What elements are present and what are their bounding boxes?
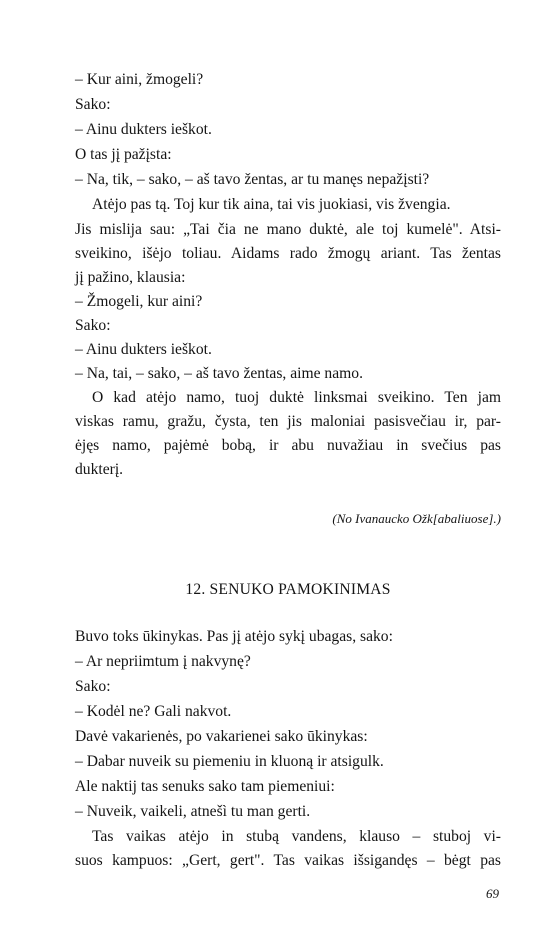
text-line: – Žmogeli, kur aini? [75, 293, 203, 310]
text-line: – Ainu dukters ieškot. [75, 341, 212, 358]
text-line: – Kur aini, žmogeli? [75, 71, 204, 88]
text-line: Sako: [75, 678, 111, 695]
text-line: sveikino, išėjo toliau. Aidams rado žmogų ariant. Tas žentas [75, 245, 501, 262]
text-line: – Nuveik, vaikeli, atnešì tu man gerti. [75, 803, 311, 820]
text-line: Jis mislija sau: „Tai čia ne mano duktė, ale toj kumelė". Atsi- [75, 221, 501, 238]
text-line: Atėjo pas tą. Toj kur tik aina, tai vis juokiasi, vis žvengia. [92, 196, 451, 213]
text-line: Sako: [75, 317, 111, 334]
section-title: 12. SENUKO PAMOKINIMAS [185, 581, 391, 598]
text-line: – Na, tai, – sako, – aš tavo žentas, aime namo. [75, 365, 363, 382]
text-line: O kad atėjo namo, tuoj duktė linksmai sveikino. Ten jam [92, 389, 501, 406]
text-line: Davė vakarienės, po vakarienei sako ūkinykas: [75, 728, 368, 745]
text-line: Ale naktij tas senuks sako tam piemeniui: [75, 778, 335, 795]
text-line: viskas ramu, gražu, čysta, ten jis maloniai pasisvečiau ir, par- [75, 413, 501, 430]
text-line: jį pažino, klausia: [75, 269, 186, 286]
text-line: – Ainu dukters ieškot. [75, 121, 212, 138]
text-line: suos kampuos: „Gert, gert". Tas vaikas išsigandęs – bėgt pas [75, 852, 501, 869]
text-line: dukterį. [75, 461, 124, 478]
text-line: – Na, tik, – sako, – aš tavo žentas, ar tu manęs nepažįsti? [75, 171, 430, 188]
text-line: Tas vaikas atėjo in stubą vandens, klauso – stuboj vi- [92, 828, 501, 845]
text-line: Buvo toks ūkinykas. Pas jį atėjo sykį ubagas, sako: [75, 628, 393, 645]
source-note: (No Ivanaucko Ožk[abaliuose].) [332, 511, 501, 526]
text-line: – Dabar nuveik su piemeniu in kluoną ir atsigulk. [75, 753, 384, 770]
text-line: ėjęs namo, pajėmė bobą, ir abu nuvažiau in svečius pas [75, 437, 501, 454]
text-line: – Kodėl ne? Gali nakvot. [75, 703, 232, 720]
text-line: Sako: [75, 96, 111, 113]
page-number: 69 [486, 886, 499, 901]
text-line: O tas jį pažįsta: [75, 146, 172, 163]
text-line: – Ar nepriimtum į nakvynę? [75, 653, 251, 670]
